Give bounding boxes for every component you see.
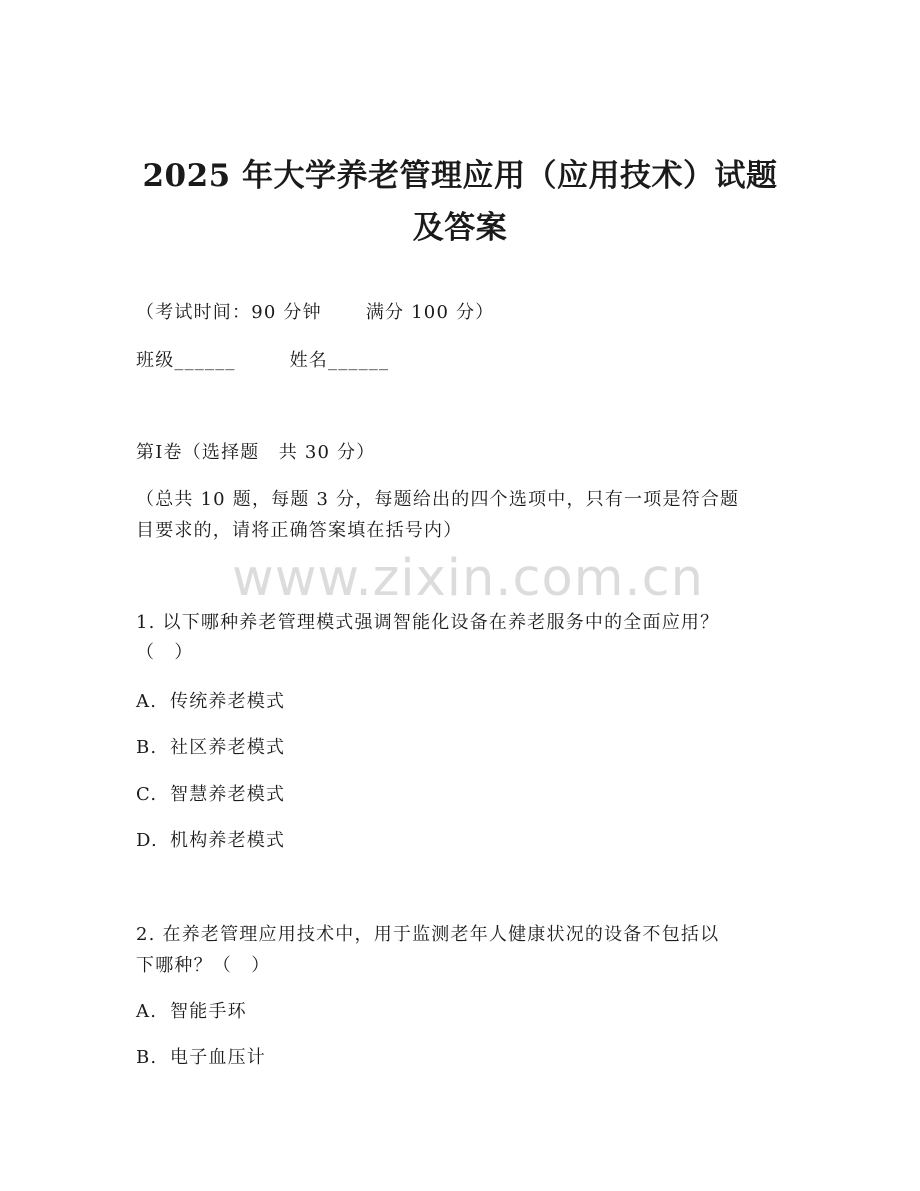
section-instructions-line-2: 目要求的，请将正确答案填在括号内） (136, 520, 463, 541)
option-text: 机构养老模式 (170, 830, 286, 851)
exam-info (136, 300, 494, 326)
option-text: 传统养老模式 (170, 691, 286, 712)
question-1-option-c (136, 782, 285, 808)
question-2-option-a (136, 999, 247, 1025)
question-2-text-line-1: 2. 在养老管理应用技术中，用于监测老年人健康状况的设备不包括以 (136, 924, 720, 945)
option-letter: B. (136, 737, 158, 758)
watermark: www.zixin.com.cn (232, 549, 704, 608)
question-1-option-b (136, 735, 285, 761)
option-letter: C. (136, 784, 158, 805)
class-field: 班级______ (136, 350, 236, 371)
option-text: 智慧养老模式 (170, 784, 286, 805)
question-1-option-d (136, 828, 285, 854)
exam-time: （考试时间：90 分钟 (136, 302, 322, 323)
option-letter: A. (136, 691, 158, 712)
option-text: 智能手环 (170, 1001, 247, 1022)
exam-score: 满分 100 分） (365, 302, 495, 323)
name-field: 姓名______ (289, 350, 390, 371)
section-heading: 第Ⅰ卷（选择题 共 30 分） (136, 442, 376, 463)
option-letter: D. (136, 830, 158, 851)
question-2-text-line-2: 下哪种？（ ） (136, 955, 271, 976)
option-text: 电子血压计 (170, 1047, 266, 1068)
document-title-line-1: 2025 年大学养老管理应用（应用技术）试题 (142, 158, 778, 194)
section-instructions-line-1: （总共 10 题，每题 3 分，每题给出的四个选项中，只有一项是符合题 (136, 489, 740, 510)
question-1-text-line-2: （ ） (136, 642, 194, 663)
option-text: 社区养老模式 (170, 737, 286, 758)
question-2-option-b (136, 1045, 266, 1071)
question-1-text-line-1: 1. 以下哪种养老管理模式强调智能化设备在养老服务中的全面应用？ (136, 612, 720, 633)
option-letter: A. (136, 1001, 158, 1022)
question-1-option-a (136, 689, 285, 715)
student-fields (136, 348, 389, 374)
option-letter: B. (136, 1047, 158, 1068)
document-title-line-2: 及答案 (412, 210, 508, 246)
